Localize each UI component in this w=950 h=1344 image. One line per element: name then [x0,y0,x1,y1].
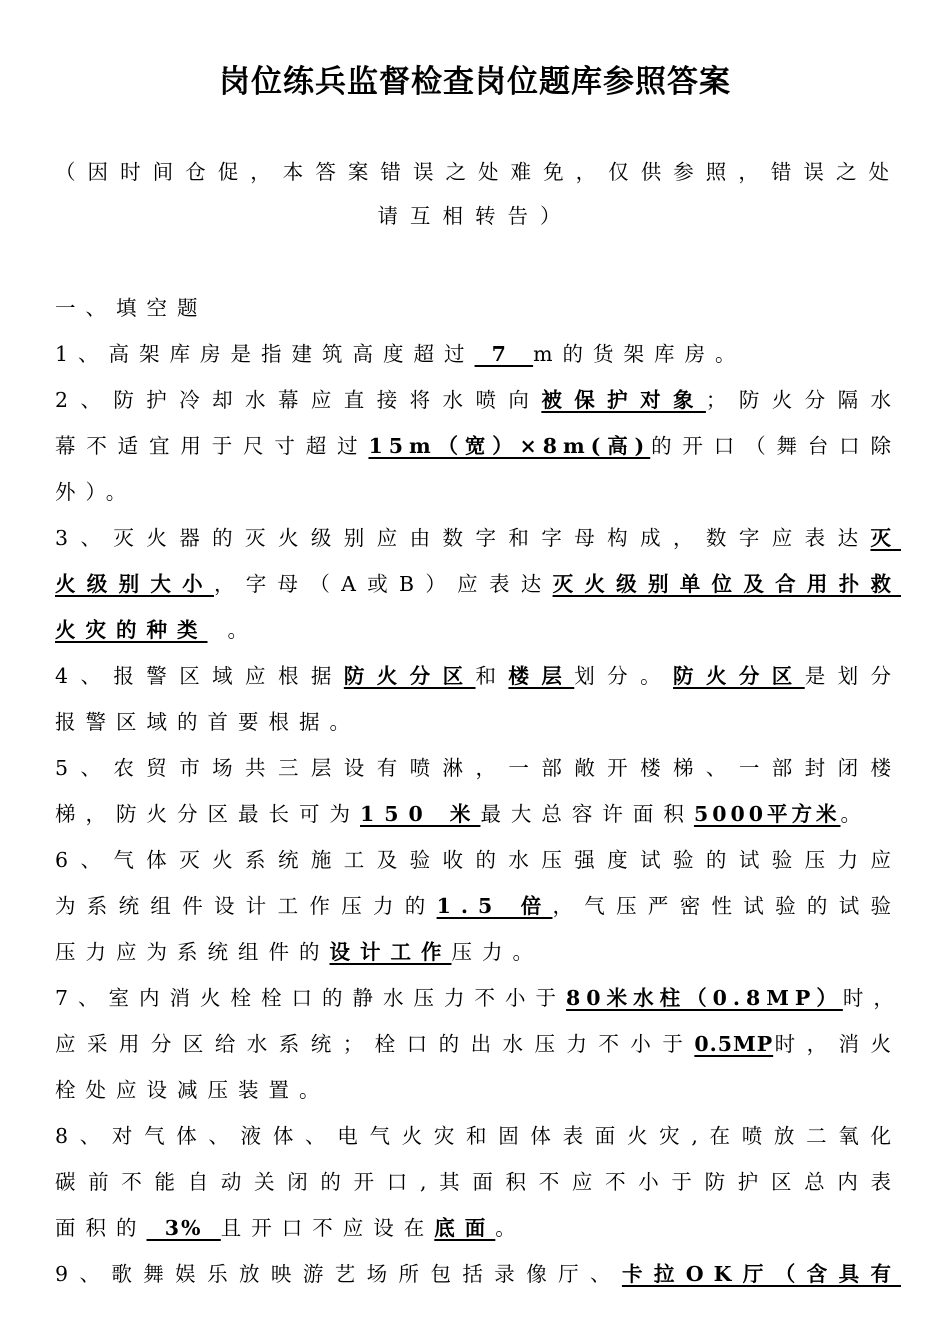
q7-text-a: 7、室内消火栓栓口的静水压力不小于 [55,986,567,1010]
q3-answer-1a: 灭 [870,526,901,550]
q8-answer-1: 3% [146,1216,221,1240]
question-8-line-3 [55,1212,901,1244]
q4-answer-2: 楼层 [508,664,575,688]
q6-text-e: 压力。 [451,940,543,964]
question-5-line-1: 5、农贸市场共三层设有喷淋，一部敞开楼梯、一部封闭楼 [55,756,901,780]
question-9-line-1 [55,1258,901,1290]
q5-text-c: 最大总容许面积 [480,802,694,826]
q7-answer-2: 0.5MP [694,1032,774,1056]
q4-answer-1: 防火分区 [343,664,476,688]
question-7-line-2 [55,1028,901,1060]
q8-text-d: 且开口不应设在 [220,1216,435,1240]
q2-text-e: 的开口（舞台口除 [650,434,901,458]
note-line-1: （因时间仓促，本答案错误之处难免，仅供参照，错误之处 [55,160,901,184]
q9-answer-1: 卡拉OK厅（含具有 [621,1262,901,1286]
question-3-line-1 [55,522,901,554]
question-2-line-3: 外）。 [55,480,137,504]
question-8-line-2: 碳前不能自动关闭的开口,其面积不应不小于防护区总内表 [55,1170,901,1194]
q4-text-a: 4、报警区域应根据 [55,664,344,688]
q8-text-c: 面积的 [55,1216,147,1240]
q5-text-d: 。 [840,802,871,826]
q2-text-a: 2、防护冷却水幕应直接将水喷向 [55,388,542,412]
q4-answer-3: 防火分区 [673,664,805,688]
note-line-2: 请互相转告） [377,204,573,228]
q1-text-a: 1、高架库房是指建筑高度超过 [55,342,475,366]
question-6-line-3 [55,936,901,968]
q6-text-d: 压力应为系统组件的 [55,940,330,964]
q3-answer-2b: 火灾的种类 [55,618,208,642]
q3-answer-2a: 灭火级别单位及合用扑救 [552,572,902,596]
q2-text-c: ；防火分隔水 [705,388,902,412]
question-6-line-2 [55,890,901,922]
question-8-line-1: 8、对气体、液体、电气火灾和固体表面火灾,在喷放二氧化 [55,1124,901,1148]
q2-answer-1: 被保护对象 [541,388,706,412]
question-7-line-3: 栓处应设减压装置。 [55,1078,330,1102]
q8-answer-2: 底面 [434,1216,496,1240]
q5-answer-1: 150 米 [360,802,481,826]
q6-answer-2: 设计工作 [329,940,452,964]
q1-answer: 7 [474,342,534,366]
question-1 [55,338,901,370]
q2-answer-2: 15m（宽）×8m(高) [368,434,651,458]
section-heading: 一、填空题 [55,296,208,320]
question-4-line-1 [55,660,901,692]
q5-answer-2: 5000平方米 [693,802,841,826]
page-title: 岗位练兵监督检查岗位题库参照答案 [219,64,731,100]
question-6-line-1: 6、气体灭火系统施工及验收的水压强度试验的试验压力应 [55,848,901,872]
q1-text-c: m的货架库房。 [533,342,746,366]
question-7-line-1 [55,982,904,1014]
q9-text-a: 9、歌舞娱乐放映游艺场所包括录像厅、 [55,1262,622,1286]
q6-text-c: ，气压严密性试验的试验 [552,894,901,918]
q4-text-d: 划分。 [574,664,674,688]
q6-answer-1: 1.5 倍 [436,894,553,918]
q7-text-c: 时， [842,986,904,1010]
question-2-line-2 [55,430,901,462]
q6-text-b: 为系统组件设计工作压力的 [55,894,437,918]
q5-text-b: 梯，防火分区最长可为 [55,802,360,826]
q4-text-e: 是划分 [804,664,902,688]
q3-text-a: 3、灭火器的灭火级别应由数字和字母构成，数字应表达 [55,526,871,550]
question-5-line-2 [55,798,901,830]
q7-answer-1: 80米水柱（0.8MP） [566,986,843,1010]
question-2-line-1 [55,384,901,416]
q2-text-d: 幕不适宜用于尺寸超过 [55,434,369,458]
question-3-line-2 [55,568,901,600]
q3-text-d: 。 [227,618,258,642]
question-3-line-3 [55,614,901,646]
q7-text-d: 应采用分区给水系统；栓口的出水压力不小于 [55,1032,695,1056]
q3-answer-1b: 火级别大小 [55,572,214,596]
q4-text-c: 和 [475,664,509,688]
q3-text-c: ，字母（A或B）应表达 [213,572,553,596]
q8-text-e: 。 [495,1216,526,1240]
question-4-line-2: 报警区域的首要根据。 [55,710,360,734]
q7-text-e: 时，消火 [773,1032,902,1056]
